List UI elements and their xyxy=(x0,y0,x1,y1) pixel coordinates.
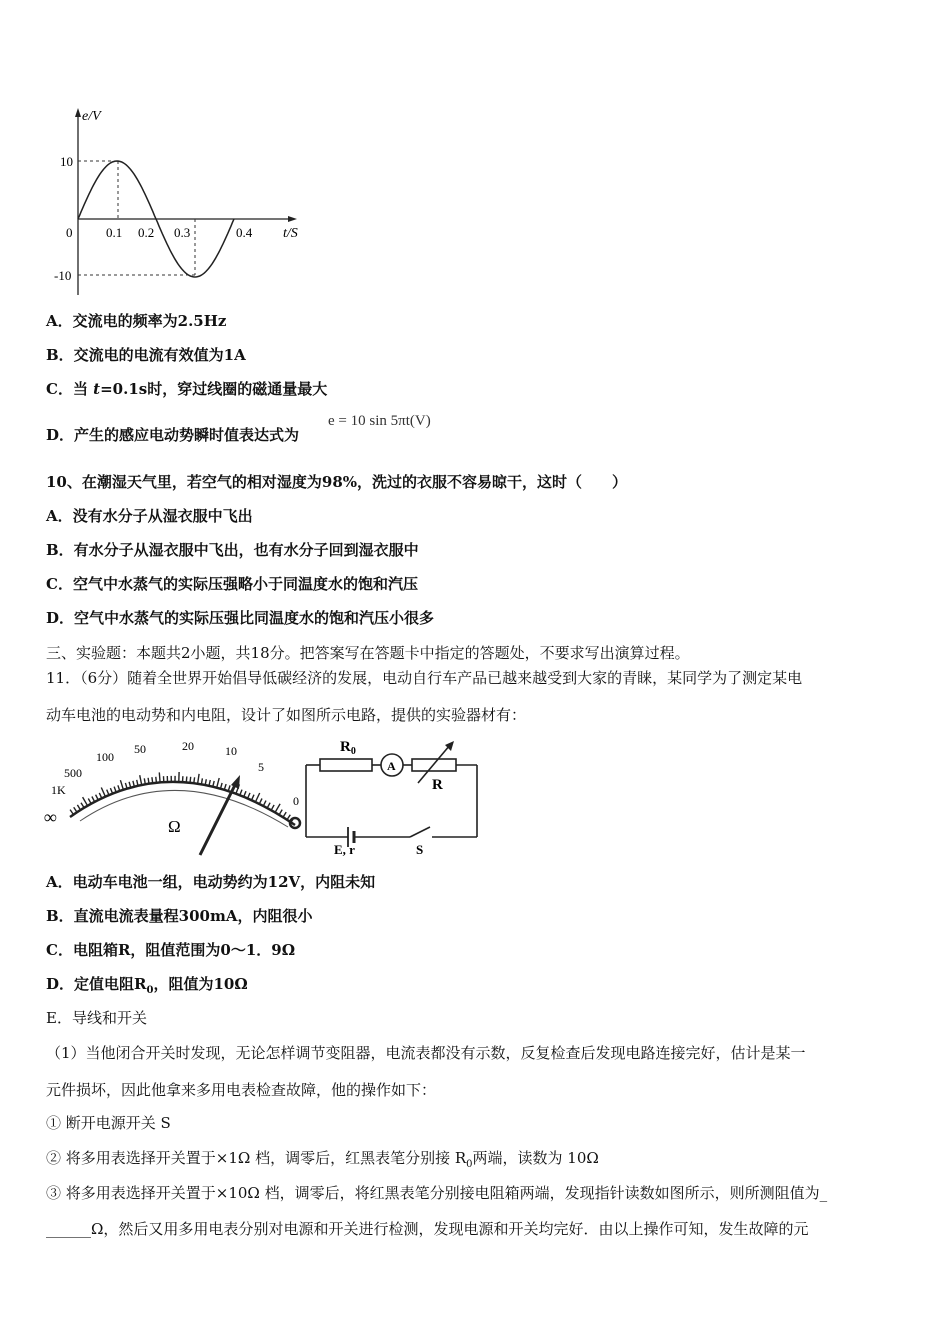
dial-tick xyxy=(283,812,286,817)
q10-option-d: D．空气中水蒸气的实际压强比同温度水的饱和汽压小很多 xyxy=(46,609,435,627)
label-r: R xyxy=(432,777,443,793)
y-tick-neg10: -10 xyxy=(54,268,72,283)
dial-tick xyxy=(255,793,259,802)
dial-tick xyxy=(186,777,187,783)
x-axis-arrow xyxy=(288,216,297,222)
x-tick-0.4: 0.4 xyxy=(236,225,253,240)
q11-option-c: C．电阻箱R，阻值范围为0～1．9Ω xyxy=(46,941,296,959)
dial-tick xyxy=(279,810,282,815)
y-axis-label: e/V xyxy=(82,109,101,124)
dial-arc-inner xyxy=(80,790,288,827)
dial-tick xyxy=(259,799,262,804)
part1-step2-prefix: ② 将多用表选择开关置于×1Ω 档，调零后，红黑表笔分别接 R xyxy=(46,1149,467,1167)
part1-step2 xyxy=(46,1148,599,1175)
part1-step1: ① 断开电源开关 S xyxy=(46,1114,171,1132)
part1-line1: （1）当他闭合开关时发现，无论怎样调节变阻器，电流表都没有示数，反复检查后发现电路连接完好，估计是某一 xyxy=(46,1044,806,1062)
dial-tick xyxy=(140,775,142,785)
part1-step3-cont: ______Ω，然后又用多用电表分别对电源和开关进行检测，发现电源和开关均完好．由以上操作可知，发生故障的元 xyxy=(46,1220,809,1238)
q9-option-c-prefix: C．当 xyxy=(46,380,94,398)
x-tick-0.3: 0.3 xyxy=(174,225,191,240)
part1-step2-rest: 两端，读数为 10Ω xyxy=(472,1149,599,1167)
dial-tick xyxy=(287,815,290,820)
q11-option-d xyxy=(46,974,248,1001)
dial-tick xyxy=(144,778,145,784)
dial-tick xyxy=(156,777,157,783)
label-switch: S xyxy=(416,842,424,857)
q11-option-d-rest: ，阻值为10Ω xyxy=(153,975,248,993)
label-r0: $R_0$ xyxy=(340,739,356,757)
part1-step2-sub: 0 xyxy=(466,1159,473,1170)
circuit-diagram xyxy=(300,735,482,857)
label-source: E, r xyxy=(334,842,355,857)
x-tick-0.1: 0.1 xyxy=(106,225,123,240)
y-tick-10: 10 xyxy=(60,154,73,169)
scale-label-inf: ∞ xyxy=(44,807,57,827)
dial-tick xyxy=(224,784,226,790)
origin-label: 0 xyxy=(66,225,73,240)
scale-label-20: 20 xyxy=(182,739,194,753)
ohm-symbol: Ω xyxy=(168,817,181,836)
dial-tick xyxy=(81,803,84,808)
q11-option-d-sub: 0 xyxy=(146,985,154,996)
x-axis-label: t/S xyxy=(283,226,298,241)
part1-step3: ③ 将多用表选择开关置于×10Ω 档，调零后，将红黑表笔分别接电阻箱两端，发现指针读数如图所示，则所测阻值为_ xyxy=(46,1184,828,1202)
dial-tick xyxy=(83,797,88,806)
emf-formula: e = 10 sin 5πt(V) xyxy=(328,413,431,429)
dial-tick xyxy=(190,777,191,783)
scale-label-1k: 1K xyxy=(51,783,66,797)
q11-line2: 动车电池的电动势和内电阻，设计了如图所示电路，提供的实验器材有： xyxy=(46,706,527,724)
section-3-heading: 三、实验题：本题共2小题，共18分。把答案写在答题卡中指定的答题处，不要求写出演算过程。 xyxy=(46,644,690,662)
dial-tick xyxy=(120,780,123,790)
dial-tick xyxy=(114,787,116,793)
q11-option-a: A．电动车电池一组，电动势约为12V，内阻未知 xyxy=(46,873,376,891)
dial-tick xyxy=(275,804,280,813)
dial-tick xyxy=(92,797,95,802)
dial-tick xyxy=(118,785,120,791)
switch-blade xyxy=(410,827,430,837)
y-axis-arrow xyxy=(75,108,81,117)
dial-tick xyxy=(159,772,160,782)
dial-tick xyxy=(198,774,200,784)
scale-label-5: 5 xyxy=(258,760,264,774)
q9-option-d: D．产生的感应电动势瞬时值表达式为 xyxy=(46,426,300,444)
q11-line1: 11．（6分）随着全世界开始倡导低碳经济的发展，电动自行车产品已越来越受到大家的青睐，某同学为了测定某电 xyxy=(46,669,803,687)
dial-tick xyxy=(271,805,274,810)
scale-label-0: 0 xyxy=(293,794,299,808)
dial-tick xyxy=(267,803,270,808)
dial-tick xyxy=(217,778,220,788)
q9-option-a: A．交流电的频率为2.5Hz xyxy=(46,312,227,330)
q9-option-c xyxy=(46,379,327,399)
q10-stem: 10、在潮湿天气里，若空气的相对湿度为98%，洗过的衣服不容易晾干，这时（ ） xyxy=(46,473,628,491)
r0-resistor xyxy=(320,759,372,771)
scale-label-10: 10 xyxy=(225,744,237,758)
dial-tick xyxy=(194,777,195,783)
scale-label-500: 500 xyxy=(64,766,82,780)
q9-option-b: B．交流电的电流有效值为1A xyxy=(46,346,246,364)
dial-tick xyxy=(263,801,266,806)
q10-option-b: B．有水分子从湿衣服中飞出，也有水分子回到湿衣服中 xyxy=(46,541,419,559)
q10-option-c: C．空气中水蒸气的实际压强略小于同温度水的饱和汽压 xyxy=(46,575,418,593)
q11-option-d-prefix: D．定值电阻R xyxy=(46,975,147,993)
emf-time-graph xyxy=(40,100,320,310)
dial-tick xyxy=(99,793,102,798)
meter-pointer xyxy=(200,781,237,855)
meter-pointer-tip xyxy=(231,775,240,789)
q11-option-b: B．直流电流表量程300mA，内阻很小 xyxy=(46,907,313,925)
part1-line2: 元件损坏，因此他拿来多用电表检查故障，他的操作如下： xyxy=(46,1081,437,1099)
dial-tick xyxy=(77,805,80,810)
scale-label-50: 50 xyxy=(134,742,146,756)
dial-tick xyxy=(201,778,202,784)
ohmmeter-dial-figure xyxy=(40,735,305,857)
x-tick-0.2: 0.2 xyxy=(138,225,155,240)
dial-tick xyxy=(101,788,105,797)
label-ammeter: A xyxy=(387,759,396,773)
q10-option-a: A．没有水分子从湿衣服中飞出 xyxy=(46,507,253,525)
q9-option-c-var: t xyxy=(93,380,101,398)
q9-option-c-rest: =0.1s时，穿过线圈的磁通量最大 xyxy=(100,380,328,398)
q11-option-e: E．导线和开关 xyxy=(46,1009,147,1027)
dial-tick xyxy=(88,799,91,804)
dial-tick xyxy=(248,793,250,799)
dial-tick xyxy=(148,778,149,784)
scale-label-100: 100 xyxy=(96,750,114,764)
dial-tick xyxy=(152,777,153,783)
dial-arc xyxy=(70,782,295,825)
dial-tick xyxy=(70,810,73,815)
dial-tick xyxy=(74,807,77,812)
dial-tick xyxy=(228,785,230,791)
dial-tick xyxy=(96,795,99,800)
